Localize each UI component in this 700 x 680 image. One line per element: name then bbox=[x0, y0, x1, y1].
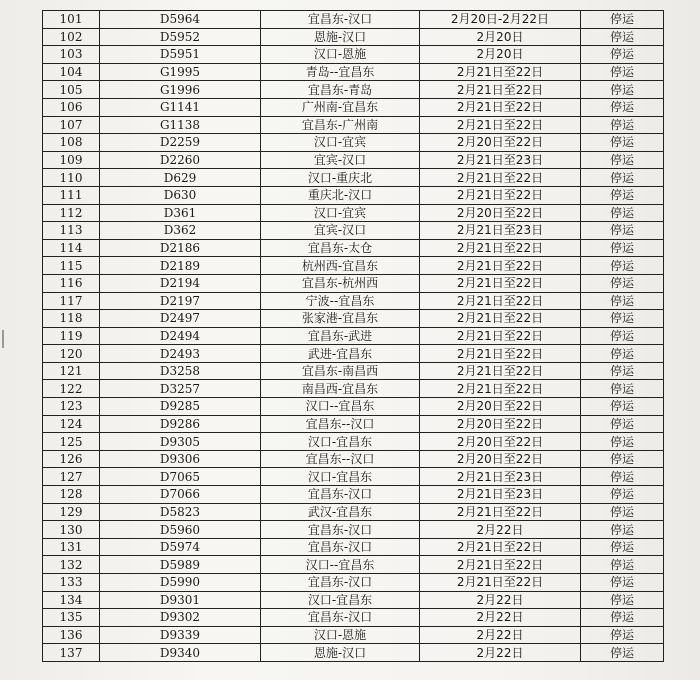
train-number-cell: D2186 bbox=[100, 239, 261, 257]
train-number-cell: D9302 bbox=[100, 609, 261, 627]
status-cell: 停运 bbox=[581, 239, 664, 257]
table-row bbox=[43, 486, 664, 504]
table-row bbox=[43, 274, 664, 292]
row-index-cell: 127 bbox=[43, 468, 100, 486]
status-cell: 停运 bbox=[581, 257, 664, 275]
row-index-cell: 119 bbox=[43, 327, 100, 345]
row-index-cell: 135 bbox=[43, 609, 100, 627]
train-number-cell: D5989 bbox=[100, 556, 261, 574]
row-index-cell: 103 bbox=[43, 46, 100, 64]
suspension-dates-cell: 2月21日至22日 bbox=[420, 327, 581, 345]
suspension-dates-cell: 2月20日至22日 bbox=[420, 433, 581, 451]
row-index-cell: 126 bbox=[43, 450, 100, 468]
row-index-cell: 134 bbox=[43, 591, 100, 609]
route-cell: 南昌西-宜昌东 bbox=[261, 380, 420, 398]
row-index-cell: 129 bbox=[43, 503, 100, 521]
row-index-cell: 123 bbox=[43, 398, 100, 416]
status-cell: 停运 bbox=[581, 204, 664, 222]
table-row bbox=[43, 11, 664, 29]
route-cell: 宜昌东-汉口 bbox=[261, 609, 420, 627]
route-cell: 青岛--宜昌东 bbox=[261, 63, 420, 81]
row-index-cell: 109 bbox=[43, 151, 100, 169]
row-index-cell: 120 bbox=[43, 345, 100, 363]
row-index-cell: 131 bbox=[43, 538, 100, 556]
row-index-cell: 116 bbox=[43, 274, 100, 292]
route-cell: 宜昌东-汉口 bbox=[261, 574, 420, 592]
train-number-cell: D361 bbox=[100, 204, 261, 222]
suspension-dates-cell: 2月21日至23日 bbox=[420, 468, 581, 486]
row-index-cell: 102 bbox=[43, 28, 100, 46]
status-cell: 停运 bbox=[581, 538, 664, 556]
status-cell: 停运 bbox=[581, 626, 664, 644]
table-row bbox=[43, 521, 664, 539]
train-number-cell: D2189 bbox=[100, 257, 261, 275]
suspension-dates-cell: 2月21日至22日 bbox=[420, 169, 581, 187]
route-cell: 宜昌东--汉口 bbox=[261, 450, 420, 468]
row-index-cell: 122 bbox=[43, 380, 100, 398]
table-row bbox=[43, 46, 664, 64]
row-index-cell: 104 bbox=[43, 63, 100, 81]
suspension-dates-cell: 2月22日 bbox=[420, 644, 581, 662]
status-cell: 停运 bbox=[581, 591, 664, 609]
train-number-cell: D5951 bbox=[100, 46, 261, 64]
status-cell: 停运 bbox=[581, 327, 664, 345]
row-index-cell: 137 bbox=[43, 644, 100, 662]
suspension-dates-cell: 2月21日至22日 bbox=[420, 257, 581, 275]
route-cell: 宜昌东-广州南 bbox=[261, 116, 420, 134]
table-row bbox=[43, 257, 664, 275]
status-cell: 停运 bbox=[581, 28, 664, 46]
suspension-dates-cell: 2月22日 bbox=[420, 521, 581, 539]
route-cell: 宁波--宜昌东 bbox=[261, 292, 420, 310]
row-index-cell: 132 bbox=[43, 556, 100, 574]
route-cell: 杭州西-宜昌东 bbox=[261, 257, 420, 275]
suspension-dates-cell: 2月20日至22日 bbox=[420, 398, 581, 416]
route-cell: 宜昌东-汉口 bbox=[261, 538, 420, 556]
route-cell: 宜昌东-杭州西 bbox=[261, 274, 420, 292]
route-cell: 宜昌东--汉口 bbox=[261, 415, 420, 433]
route-cell: 张家港-宜昌东 bbox=[261, 310, 420, 328]
status-cell: 停运 bbox=[581, 468, 664, 486]
status-cell: 停运 bbox=[581, 503, 664, 521]
suspension-dates-cell: 2月21日至22日 bbox=[420, 292, 581, 310]
table-row bbox=[43, 28, 664, 46]
row-index-cell: 112 bbox=[43, 204, 100, 222]
row-index-cell: 128 bbox=[43, 486, 100, 504]
route-cell: 汉口-恩施 bbox=[261, 626, 420, 644]
train-number-cell: D2260 bbox=[100, 151, 261, 169]
train-suspension-table bbox=[42, 10, 664, 662]
status-cell: 停运 bbox=[581, 450, 664, 468]
route-cell: 武进-宜昌东 bbox=[261, 345, 420, 363]
row-index-cell: 117 bbox=[43, 292, 100, 310]
table-row bbox=[43, 98, 664, 116]
suspension-dates-cell: 2月21日至22日 bbox=[420, 345, 581, 363]
train-number-cell: D5964 bbox=[100, 11, 261, 29]
suspension-dates-cell: 2月21日至22日 bbox=[420, 503, 581, 521]
row-index-cell: 121 bbox=[43, 362, 100, 380]
suspension-dates-cell: 2月21日至22日 bbox=[420, 81, 581, 99]
train-number-cell: D3258 bbox=[100, 362, 261, 380]
table-row bbox=[43, 310, 664, 328]
status-cell: 停运 bbox=[581, 310, 664, 328]
train-number-cell: D9305 bbox=[100, 433, 261, 451]
row-index-cell: 106 bbox=[43, 98, 100, 116]
suspension-dates-cell: 2月21日至22日 bbox=[420, 239, 581, 257]
train-number-cell: D7066 bbox=[100, 486, 261, 504]
train-number-cell: D9285 bbox=[100, 398, 261, 416]
status-cell: 停运 bbox=[581, 433, 664, 451]
status-cell: 停运 bbox=[581, 644, 664, 662]
train-number-cell: D5974 bbox=[100, 538, 261, 556]
train-number-cell: D9301 bbox=[100, 591, 261, 609]
table-row bbox=[43, 81, 664, 99]
route-cell: 汉口-宜宾 bbox=[261, 204, 420, 222]
suspension-dates-cell: 2月20日-2月22日 bbox=[420, 11, 581, 29]
route-cell: 汉口-宜昌东 bbox=[261, 433, 420, 451]
status-cell: 停运 bbox=[581, 222, 664, 240]
suspension-dates-cell: 2月21日至22日 bbox=[420, 574, 581, 592]
status-cell: 停运 bbox=[581, 63, 664, 81]
table-row bbox=[43, 398, 664, 416]
table-row bbox=[43, 591, 664, 609]
table-row bbox=[43, 503, 664, 521]
train-number-cell: D2497 bbox=[100, 310, 261, 328]
table-row bbox=[43, 239, 664, 257]
train-number-cell: D2494 bbox=[100, 327, 261, 345]
train-number-cell: G1138 bbox=[100, 116, 261, 134]
suspension-dates-cell: 2月20日至22日 bbox=[420, 134, 581, 152]
status-cell: 停运 bbox=[581, 81, 664, 99]
train-number-cell: D5960 bbox=[100, 521, 261, 539]
paper-edge-mark bbox=[2, 330, 4, 348]
route-cell: 宜昌东-南昌西 bbox=[261, 362, 420, 380]
suspension-dates-cell: 2月21日至22日 bbox=[420, 98, 581, 116]
status-cell: 停运 bbox=[581, 556, 664, 574]
route-cell: 宜宾-汉口 bbox=[261, 151, 420, 169]
row-index-cell: 133 bbox=[43, 574, 100, 592]
table-row bbox=[43, 134, 664, 152]
suspension-dates-cell: 2月21日至22日 bbox=[420, 310, 581, 328]
suspension-dates-cell: 2月21日至22日 bbox=[420, 186, 581, 204]
route-cell: 宜昌东-武进 bbox=[261, 327, 420, 345]
route-cell: 汉口-宜昌东 bbox=[261, 468, 420, 486]
table-row bbox=[43, 151, 664, 169]
row-index-cell: 125 bbox=[43, 433, 100, 451]
suspension-dates-cell: 2月20日至22日 bbox=[420, 450, 581, 468]
train-number-cell: D2493 bbox=[100, 345, 261, 363]
row-index-cell: 118 bbox=[43, 310, 100, 328]
suspension-dates-cell: 2月21日至23日 bbox=[420, 151, 581, 169]
table-row bbox=[43, 63, 664, 81]
row-index-cell: 130 bbox=[43, 521, 100, 539]
route-cell: 宜昌东-青岛 bbox=[261, 81, 420, 99]
row-index-cell: 115 bbox=[43, 257, 100, 275]
train-number-cell: D9306 bbox=[100, 450, 261, 468]
status-cell: 停运 bbox=[581, 380, 664, 398]
train-number-cell: G1996 bbox=[100, 81, 261, 99]
route-cell: 恩施-汉口 bbox=[261, 644, 420, 662]
table-row bbox=[43, 222, 664, 240]
route-cell: 宜宾-汉口 bbox=[261, 222, 420, 240]
train-number-cell: D3257 bbox=[100, 380, 261, 398]
route-cell: 宜昌东-汉口 bbox=[261, 521, 420, 539]
train-number-cell: D9339 bbox=[100, 626, 261, 644]
status-cell: 停运 bbox=[581, 398, 664, 416]
status-cell: 停运 bbox=[581, 46, 664, 64]
table-row bbox=[43, 468, 664, 486]
row-index-cell: 111 bbox=[43, 186, 100, 204]
row-index-cell: 107 bbox=[43, 116, 100, 134]
table-row bbox=[43, 574, 664, 592]
status-cell: 停运 bbox=[581, 186, 664, 204]
route-cell: 汉口--宜昌东 bbox=[261, 556, 420, 574]
suspension-dates-cell: 2月22日 bbox=[420, 609, 581, 627]
route-cell: 汉口--宜昌东 bbox=[261, 398, 420, 416]
row-index-cell: 105 bbox=[43, 81, 100, 99]
status-cell: 停运 bbox=[581, 274, 664, 292]
route-cell: 汉口-宜昌东 bbox=[261, 591, 420, 609]
train-number-cell: D629 bbox=[100, 169, 261, 187]
train-number-cell: D5823 bbox=[100, 503, 261, 521]
suspension-dates-cell: 2月21日至23日 bbox=[420, 222, 581, 240]
status-cell: 停运 bbox=[581, 151, 664, 169]
route-cell: 汉口-重庆北 bbox=[261, 169, 420, 187]
route-cell: 宜昌东-太仓 bbox=[261, 239, 420, 257]
table-row bbox=[43, 415, 664, 433]
suspension-dates-cell: 2月21日至22日 bbox=[420, 556, 581, 574]
row-index-cell: 114 bbox=[43, 239, 100, 257]
suspension-dates-cell: 2月21日至22日 bbox=[420, 274, 581, 292]
suspension-dates-cell: 2月20日 bbox=[420, 28, 581, 46]
status-cell: 停运 bbox=[581, 116, 664, 134]
table-row bbox=[43, 556, 664, 574]
row-index-cell: 101 bbox=[43, 11, 100, 29]
suspension-dates-cell: 2月20日 bbox=[420, 46, 581, 64]
route-cell: 重庆北-汉口 bbox=[261, 186, 420, 204]
status-cell: 停运 bbox=[581, 574, 664, 592]
suspension-dates-cell: 2月21日至22日 bbox=[420, 380, 581, 398]
status-cell: 停运 bbox=[581, 169, 664, 187]
route-cell: 宜昌东-汉口 bbox=[261, 11, 420, 29]
table-row bbox=[43, 292, 664, 310]
status-cell: 停运 bbox=[581, 609, 664, 627]
route-cell: 武汉-宜昌东 bbox=[261, 503, 420, 521]
table-row bbox=[43, 644, 664, 662]
row-index-cell: 108 bbox=[43, 134, 100, 152]
status-cell: 停运 bbox=[581, 134, 664, 152]
table-row bbox=[43, 169, 664, 187]
route-cell: 汉口-宜宾 bbox=[261, 134, 420, 152]
table-row bbox=[43, 609, 664, 627]
train-number-cell: D9340 bbox=[100, 644, 261, 662]
suspension-dates-cell: 2月21日至22日 bbox=[420, 538, 581, 556]
route-cell: 汉口-恩施 bbox=[261, 46, 420, 64]
row-index-cell: 113 bbox=[43, 222, 100, 240]
train-number-cell: D9286 bbox=[100, 415, 261, 433]
route-cell: 宜昌东-汉口 bbox=[261, 486, 420, 504]
status-cell: 停运 bbox=[581, 11, 664, 29]
table-row bbox=[43, 186, 664, 204]
status-cell: 停运 bbox=[581, 98, 664, 116]
row-index-cell: 136 bbox=[43, 626, 100, 644]
suspension-dates-cell: 2月21日至22日 bbox=[420, 116, 581, 134]
train-number-cell: D630 bbox=[100, 186, 261, 204]
status-cell: 停运 bbox=[581, 292, 664, 310]
table-row bbox=[43, 116, 664, 134]
table-row bbox=[43, 345, 664, 363]
table-row bbox=[43, 204, 664, 222]
suspension-dates-cell: 2月22日 bbox=[420, 591, 581, 609]
table-row bbox=[43, 433, 664, 451]
train-number-cell: D2197 bbox=[100, 292, 261, 310]
table-row bbox=[43, 380, 664, 398]
train-number-cell: D362 bbox=[100, 222, 261, 240]
table-row bbox=[43, 362, 664, 380]
suspension-dates-cell: 2月21日至22日 bbox=[420, 63, 581, 81]
train-number-cell: D7065 bbox=[100, 468, 261, 486]
train-number-cell: D5952 bbox=[100, 28, 261, 46]
route-cell: 广州南-宜昌东 bbox=[261, 98, 420, 116]
train-number-cell: G1995 bbox=[100, 63, 261, 81]
status-cell: 停运 bbox=[581, 362, 664, 380]
status-cell: 停运 bbox=[581, 521, 664, 539]
row-index-cell: 110 bbox=[43, 169, 100, 187]
table-body bbox=[43, 11, 664, 662]
status-cell: 停运 bbox=[581, 415, 664, 433]
table-row bbox=[43, 327, 664, 345]
suspension-dates-cell: 2月20日至22日 bbox=[420, 415, 581, 433]
train-number-cell: G1141 bbox=[100, 98, 261, 116]
train-number-cell: D2194 bbox=[100, 274, 261, 292]
status-cell: 停运 bbox=[581, 345, 664, 363]
table-row bbox=[43, 626, 664, 644]
suspension-dates-cell: 2月22日 bbox=[420, 626, 581, 644]
row-index-cell: 124 bbox=[43, 415, 100, 433]
route-cell: 恩施-汉口 bbox=[261, 28, 420, 46]
train-number-cell: D2259 bbox=[100, 134, 261, 152]
suspension-dates-cell: 2月21日至23日 bbox=[420, 486, 581, 504]
status-cell: 停运 bbox=[581, 486, 664, 504]
suspension-dates-cell: 2月20日至22日 bbox=[420, 204, 581, 222]
train-number-cell: D5990 bbox=[100, 574, 261, 592]
suspension-dates-cell: 2月21日至22日 bbox=[420, 362, 581, 380]
table-row bbox=[43, 538, 664, 556]
table-row bbox=[43, 450, 664, 468]
